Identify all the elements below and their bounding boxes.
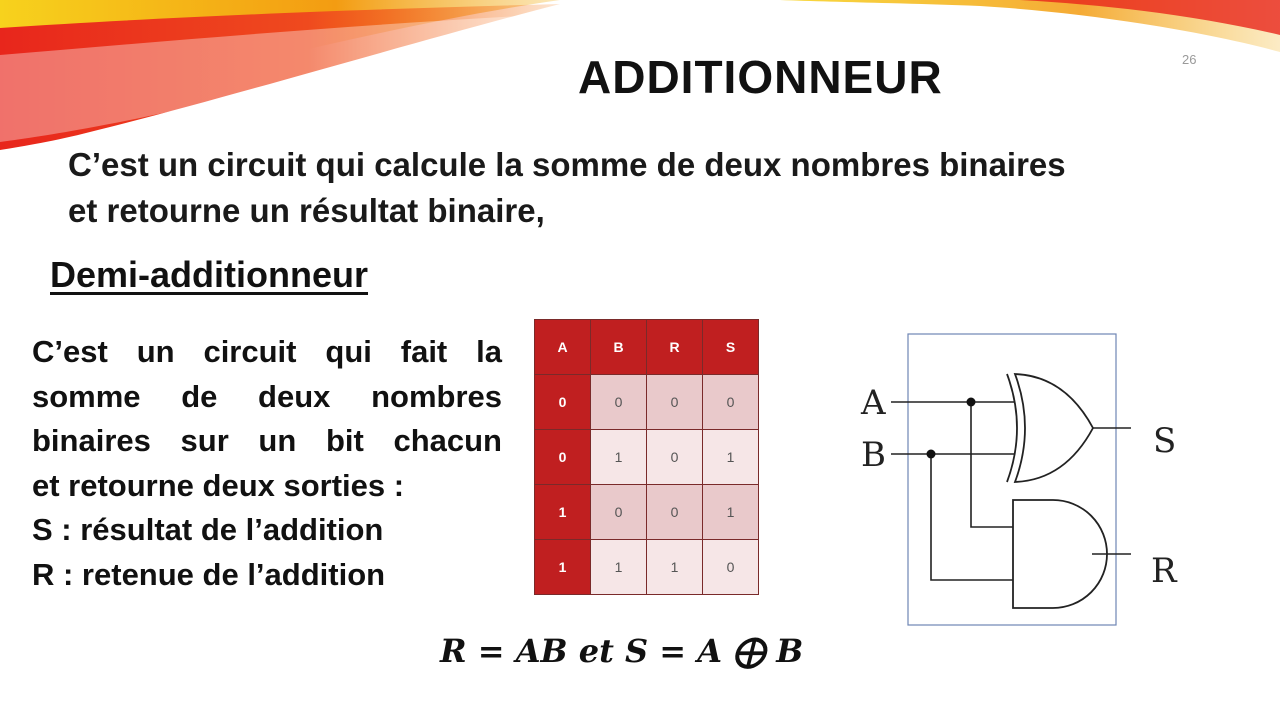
junction-dot — [927, 450, 936, 459]
table-cell: 0 — [647, 485, 703, 540]
table-header-row — [535, 320, 759, 375]
table-cell: 1 — [703, 430, 759, 485]
table-row — [535, 430, 759, 485]
output-label-r: R — [1151, 551, 1177, 591]
description-line: et retourne deux sorties : — [32, 467, 405, 503]
formula: R = AB et S = A ⨁ B — [440, 632, 804, 670]
table-row — [535, 540, 759, 595]
wire-b-branch — [931, 454, 1013, 580]
xor-gate — [1007, 374, 1093, 482]
truth-table — [534, 319, 759, 595]
table-cell: 1 — [647, 540, 703, 595]
table-cell: 1 — [591, 430, 647, 485]
description-text — [32, 330, 502, 597]
description-line: R : retenue de l’addition — [32, 556, 386, 592]
section-heading: Demi-additionneur — [50, 254, 369, 295]
half-adder-circuit-diagram — [855, 330, 1185, 630]
table-cell: 1 — [535, 540, 591, 595]
junction-dot — [967, 398, 976, 407]
column-header: R — [647, 320, 703, 375]
table-cell: 0 — [535, 375, 591, 430]
table-row — [535, 485, 759, 540]
table-cell: 0 — [703, 540, 759, 595]
table-cell: 0 — [591, 485, 647, 540]
description-line: somme de deux nombres — [32, 378, 502, 414]
table-cell: 1 — [591, 540, 647, 595]
input-label-a: A — [861, 383, 886, 423]
intro-line: C’est un circuit qui calcule la somme de deux nombres binaires — [68, 146, 1066, 183]
column-header: A — [535, 320, 591, 375]
table-row — [535, 375, 759, 430]
output-label-s: S — [1153, 421, 1177, 461]
page-number: 26 — [1182, 52, 1197, 67]
description-line: C’est un circuit qui fait la — [32, 334, 502, 369]
table-cell: 0 — [535, 430, 591, 485]
intro-text — [68, 142, 1248, 234]
input-label-b: B — [861, 435, 886, 475]
table-cell: 0 — [647, 430, 703, 485]
description-line: S : résultat de l’addition — [32, 512, 384, 547]
description-line: binaires sur un bit chacun — [32, 423, 502, 458]
table-cell: 0 — [591, 375, 647, 430]
slide-title: ADDITIONNEUR — [578, 51, 943, 103]
table-cell: 1 — [535, 485, 591, 540]
column-header: S — [703, 320, 759, 375]
column-header: B — [591, 320, 647, 375]
table-cell: 0 — [703, 375, 759, 430]
wire-a-branch — [971, 402, 1013, 527]
intro-line: et retourne un résultat binaire, — [68, 192, 545, 229]
table-cell: 1 — [703, 485, 759, 540]
table-cell: 0 — [647, 375, 703, 430]
